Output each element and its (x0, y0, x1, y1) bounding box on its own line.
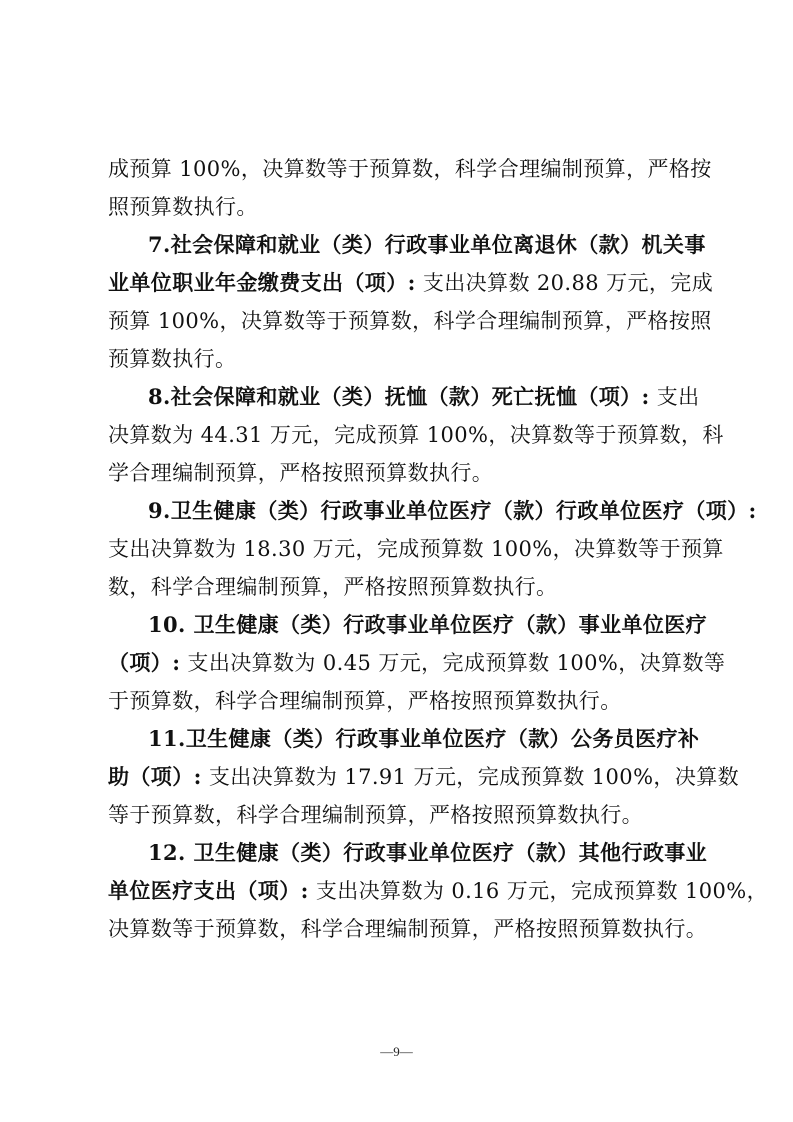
item-11-text: 支出决算数为 17.91 万元，完成预算数 100%，决算数 (201, 765, 740, 789)
item-10-heading: 10. 卫生健康（类）行政事业单位医疗（款）事业单位医疗 (148, 612, 708, 637)
item-12-heading-cont: 单位医疗支出（项）: (108, 878, 309, 903)
item-9-line: 数，科学合理编制预算，严格按照预算数执行。 (108, 575, 558, 599)
paragraph-line: 成预算 100%，决算数等于预算数，科学合理编制预算，严格按 (108, 157, 712, 181)
item-7-line: 预算 100%，决算数等于预算数，科学合理编制预算，严格按照 (108, 309, 712, 333)
item-7-heading: 7.社会保障和就业（类）行政事业单位离退休（款）机关事 (148, 232, 706, 257)
item-10-heading-cont: （项）: (108, 650, 181, 675)
item-12-text: 支出决算数为 0.16 万元，完成预算数 100%， (308, 879, 769, 903)
item-9-heading: 9.卫生健康（类）行政事业单位医疗（款）行政单位医疗（项）: (148, 498, 757, 523)
item-11-line: 等于预算数，科学合理编制预算，严格按照预算数执行。 (108, 803, 643, 827)
item-11-heading: 11.卫生健康（类）行政事业单位医疗（款）公务员医疗补 (148, 726, 700, 751)
item-8-text: 支出 (649, 385, 700, 409)
paragraph-line: 照预算数执行。 (108, 195, 258, 219)
item-10-line (108, 644, 726, 682)
item-8-line: 学合理编制预算，严格按照预算数执行。 (108, 461, 494, 485)
item-9-line: 支出决算数为 18.30 万元，完成预算数 100%，决算数等于预算 (108, 537, 724, 561)
item-7-heading-cont: 业单位职业年金缴费支出（项）: (108, 270, 416, 295)
item-7-line (108, 264, 714, 302)
item-12-line (108, 872, 769, 910)
item-12-heading: 12. 卫生健康（类）行政事业单位医疗（款）其他行政事业 (148, 840, 708, 865)
item-8-heading: 8.社会保障和就业（类）抚恤（款）死亡抚恤（项）: (148, 384, 650, 409)
item-8-line: 决算数为 44.31 万元，完成预算 100%，决算数等于预算数，科 (108, 423, 724, 447)
item-8-line (108, 378, 700, 416)
page-number: —9— (380, 1044, 413, 1059)
item-11-heading-cont: 助（项）: (108, 764, 202, 789)
item-10-text: 支出决算数为 0.45 万元，完成预算数 100%，决算数等 (180, 651, 726, 675)
item-10-line: 于预算数，科学合理编制预算，严格按照预算数执行。 (108, 689, 622, 713)
document-body (108, 150, 769, 948)
item-7-text: 支出决算数 20.88 万元，完成 (415, 271, 714, 295)
item-7-line: 预算数执行。 (108, 347, 237, 371)
item-11-line (108, 758, 740, 796)
item-12-line: 决算数等于预算数，科学合理编制预算，严格按照预算数执行。 (108, 917, 708, 941)
